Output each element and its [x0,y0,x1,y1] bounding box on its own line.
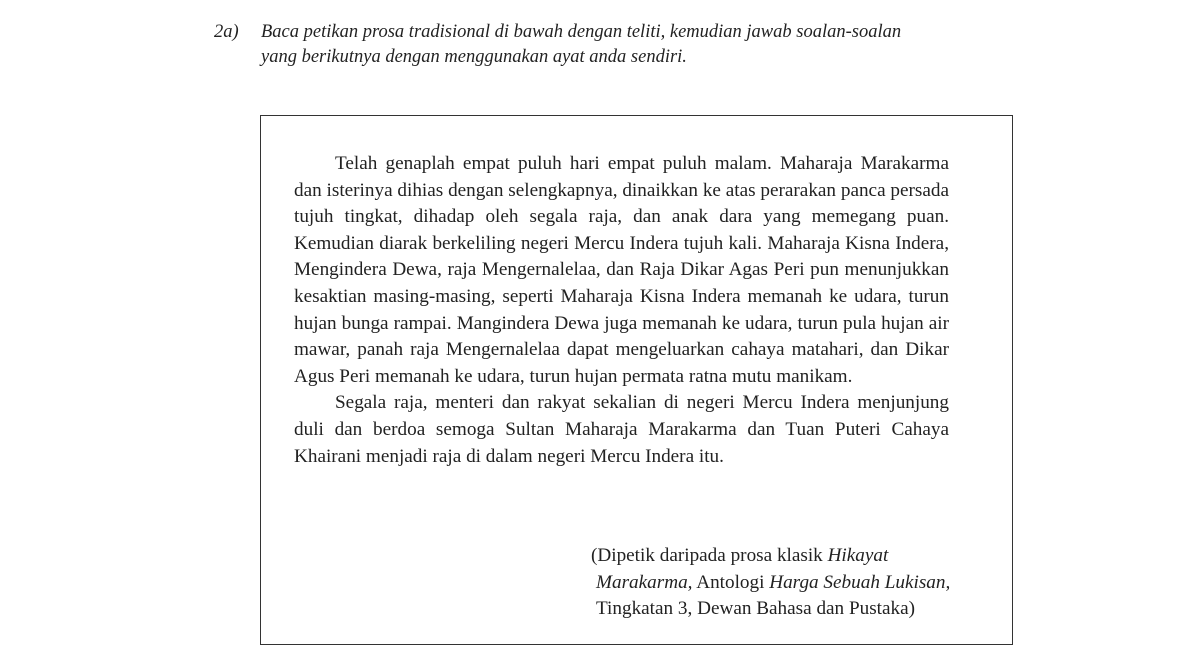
citation-prefix: (Dipetik daripada prosa klasik [591,545,828,566]
citation-line-2 [591,570,991,597]
citation-line-3: Tingkatan 3, Dewan Bahasa dan Pustaka) [596,598,916,620]
citation-anthology-label: Antologi [692,571,770,593]
citation-title-part-1: Hikayat [827,545,889,566]
passage-paragraph-2: Segala raja, menteri dan rakyat sekalian di negeri Mercu Indera menjunjung duli dan berdoa semoga Sultan Maharaja Marakarma dan Tuan Puteri Cahaya Khairani menjadi raja di dalam negeri Mercu Indera itu. [294,392,949,467]
passage-text [294,151,949,470]
question-text [261,20,1021,70]
passage-paragraph-1: Telah genaplah empat puluh hari empat puluh malam. Maharaja Marakarma dan isterinya dihias dengan selengkapnya, dinaikkan ke atas perarakan panca persada tujuh tingkat, dihadap oleh segala raja, dan anak dara yang memegang puan. Kemudian diarak berkeliling negeri Mercu Indera tujuh kali. Maharaja Kisna Indera, Mengindera Dewa, raja Mengernalelaa, dan Raja Dikar Agas Peri pun menunjukkan kesaktian masing-masing, seperti Maharaja Kisna Indera memanah ke udara, turun hujan bunga rampai. Mangindera Dewa juga memanah ke udara, turun pula hujan air mawar, panah raja Mengernalelaa dapat mengeluarkan cahaya matahari, dan Dikar Agus Peri memanah ke udara, turun hujan permata ratna mutu manikam. [294,153,949,387]
question-line-2: yang berikutnya dengan menggunakan ayat anda sendiri. [261,47,687,67]
source-citation [591,543,991,623]
passage-box [260,115,1013,645]
citation-title-part-2: Marakarma, [596,571,693,593]
question-line-1: Baca petikan prosa tradisional di bawah dengan teliti, kemudian jawab soalan-soalan [261,22,902,42]
citation-line-1 [591,543,991,570]
question-number: 2a) [214,22,239,42]
citation-anthology-title: Harga Sebuah Lukisan, [769,571,951,593]
